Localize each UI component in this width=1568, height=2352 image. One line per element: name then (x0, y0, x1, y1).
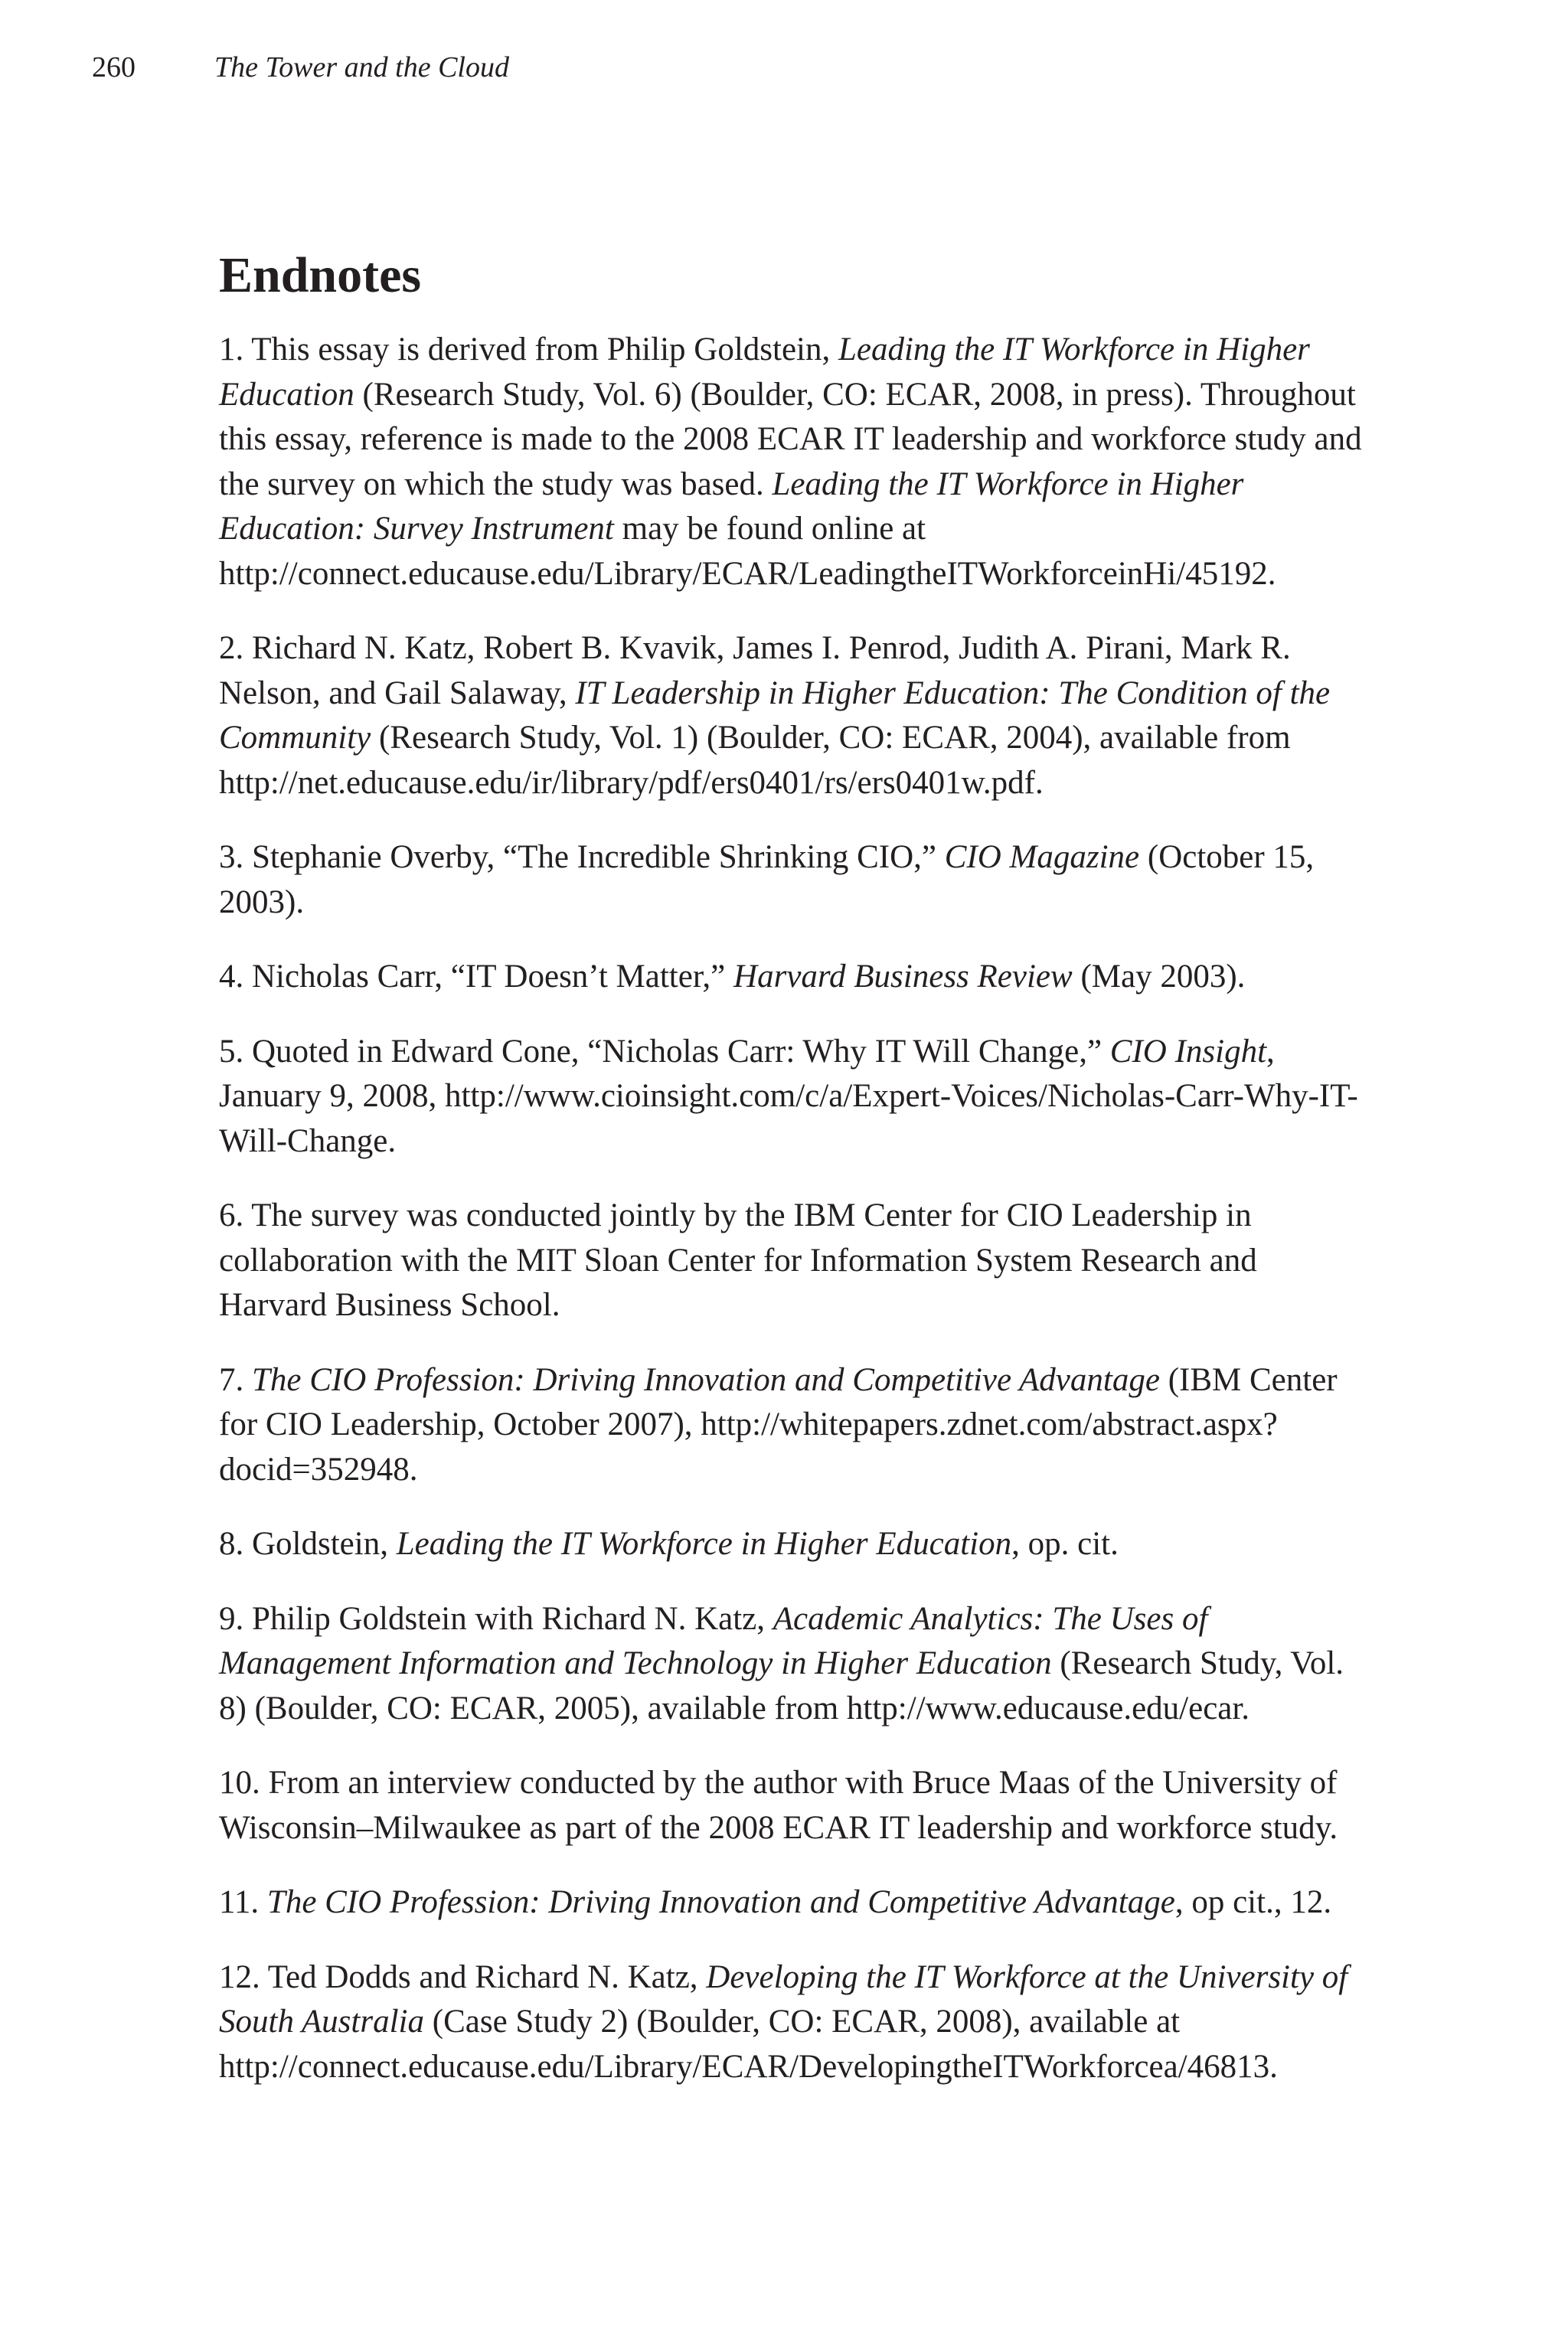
endnote-text: (Research Study, Vol. 1) (Boulder, CO: ECAR, 2004), available from http://net.educause.edu/ir/library/pdf/ers0401/rs/ers0401w.pdf. (219, 720, 1291, 801)
book-title: The Tower and the Cloud (214, 51, 509, 83)
endnote-text: 8. Goldstein, (219, 1526, 397, 1562)
endnote-text: , January 9, 2008, http://www.cioinsight.com/c/a/Expert-Voices/Nicholas-Carr-Why-IT-Will-Change. (219, 1033, 1358, 1159)
endnote-text: , op cit., 12. (1174, 1884, 1332, 1920)
endnote-text: 4. Nicholas Carr, “IT Doesn’t Matter,” (219, 959, 734, 995)
endnote-text: (Research Study, Vol. 6) (Boulder, CO: ECAR, 2008, in press). Throughout this essay, reference is made to the 2008 ECAR IT leadership and workforce study and the survey on which the study was based. (219, 376, 1362, 502)
endnote-title-italic: IT Leadership in Higher Education: The Condition of the Community (219, 675, 1331, 756)
endnote-title-italic: Leading the IT Workforce in Higher Education (396, 1526, 1012, 1562)
endnote-6 (219, 1194, 1367, 1328)
endnote-title-italic: The CIO Profession: Driving Innovation and Competitive Advantage (252, 1361, 1160, 1398)
endnote-text: 2. Richard N. Katz, Robert B. Kvavik, James I. Penrod, Judith A. Pirani, Mark R. Nelson, and Gail Salaway, (219, 630, 1291, 711)
endnote-text: (Research Study, Vol. 8) (Boulder, CO: ECAR, 2005), available from http://www.educause.edu/ecar. (219, 1645, 1344, 1726)
endnote-text: 9. Philip Goldstein with Richard N. Katz, (219, 1600, 773, 1637)
endnotes-list (219, 328, 1367, 2089)
endnote-1 (219, 328, 1367, 596)
endnote-text: (October 15, 2003). (219, 839, 1315, 920)
endnote-title-italic: Developing the IT Workforce at the University of South Australia (219, 1958, 1348, 2040)
endnote-8 (219, 1522, 1367, 1567)
endnote-text: 3. Stephanie Overby, “The Incredible Shrinking CIO,” (219, 839, 945, 875)
endnote-text: may be found online at http://connect.educause.edu/Library/ECAR/LeadingtheITWorkforceinHi/45192. (219, 511, 1276, 592)
running-head (92, 49, 509, 86)
endnote-title-italic: CIO Magazine (944, 839, 1140, 875)
endnote-10 (219, 1761, 1367, 1851)
endnote-text: 12. Ted Dodds and Richard N. Katz, (219, 1958, 707, 1995)
endnote-text: 1. This essay is derived from Philip Goldstein, (219, 332, 838, 368)
endnote-text: 11. (219, 1884, 267, 1920)
endnote-text: (IBM Center for CIO Leadership, October 2007), http://whitepapers.zdnet.com/abstract.aspx?docid=352948. (219, 1361, 1338, 1488)
endnote-title-italic: Leading the IT Workforce in Higher Education: Survey Instrument (219, 466, 1244, 547)
endnote-text: 10. From an interview conducted by the author with Bruce Maas of the University of Wisconsin–Milwaukee as part of the 2008 ECAR IT leadership and workforce study. (219, 1765, 1338, 1846)
endnote-text: 6. The survey was conducted jointly by the IBM Center for CIO Leadership in collaboration with the MIT Sloan Center for Information System Research and Harvard Business School. (219, 1197, 1257, 1323)
section-heading: Endnotes (219, 247, 422, 303)
endnote-text: , op. cit. (1011, 1526, 1119, 1562)
endnote-title-italic: CIO Insight (1109, 1033, 1267, 1070)
endnote-2 (219, 626, 1367, 805)
endnote-text: (Case Study 2) (Boulder, CO: ECAR, 2008), available at http://connect.educause.edu/Library/ECAR/DevelopingtheITWorkforcea/46813. (219, 2004, 1278, 2085)
endnote-11 (219, 1880, 1367, 1926)
endnote-9 (219, 1597, 1367, 1732)
endnote-text: (May 2003). (1072, 959, 1246, 995)
endnotes-section (219, 245, 1367, 2119)
endnote-12 (219, 1955, 1367, 2090)
page-number: 260 (92, 51, 136, 83)
endnote-3 (219, 835, 1367, 925)
endnote-text: 5. Quoted in Edward Cone, “Nicholas Carr: Why IT Will Change,” (219, 1033, 1110, 1070)
endnote-title-italic: The CIO Profession: Driving Innovation and Competitive Advantage (266, 1884, 1175, 1920)
endnote-title-italic: Harvard Business Review (733, 959, 1073, 995)
endnote-text: 7. (219, 1361, 252, 1398)
endnote-title-italic: Academic Analytics: The Uses of Management Information and Technology in Higher Education (219, 1600, 1208, 1681)
endnote-5 (219, 1030, 1367, 1165)
endnote-4 (219, 955, 1367, 1000)
endnote-7 (219, 1358, 1367, 1493)
endnote-title-italic: Leading the IT Workforce in Higher Education (219, 332, 1310, 413)
